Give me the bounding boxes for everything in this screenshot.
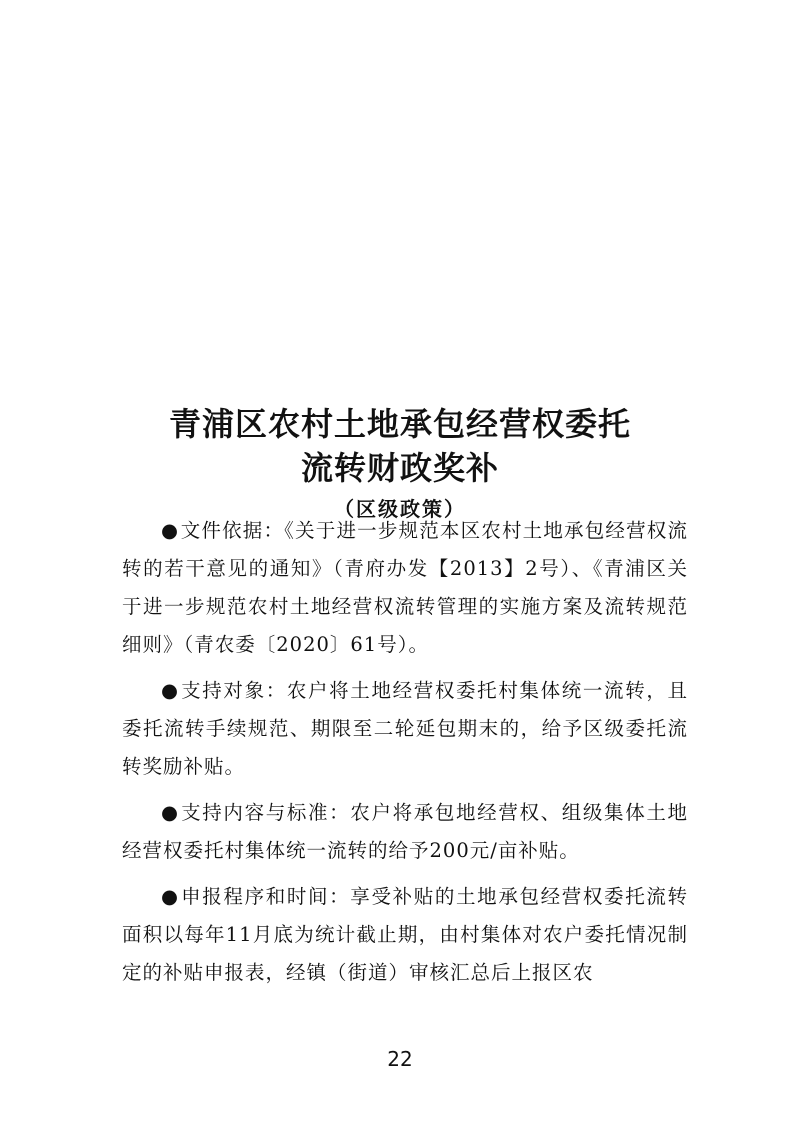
bullet-icon: ● <box>161 885 180 908</box>
title-block <box>0 402 800 524</box>
paragraph-text: 文件依据：《关于进一步规范本区农村土地承包经营权流转的若干意见的通知》（青府办发【2013】2号）、《青浦区关于进一步规范农村土地经营权流转管理的实施方案及流转规范细则》（青农委〔2020〕61号）。 <box>122 519 688 656</box>
paragraph-basis <box>122 512 688 664</box>
bullet-icon: ● <box>161 519 180 542</box>
paragraph-text: 支持内容与标准：农户将承包地经营权、组级集体土地经营权委托村集体统一流转的给予200元/亩补贴。 <box>122 801 688 862</box>
page-title-line-2: 流转财政奖补 <box>300 449 499 487</box>
paragraph-content <box>122 794 688 870</box>
paragraph-target <box>122 672 688 786</box>
bullet-icon: ● <box>161 679 180 702</box>
page-title-line-1: 青浦区农村土地承包经营权委托 <box>168 405 631 443</box>
policy-level-subtitle: （区级政策） <box>334 497 466 521</box>
page-number: 22 <box>387 1047 413 1071</box>
paragraph-procedure <box>122 878 688 992</box>
paragraph-text: 申报程序和时间：享受补贴的土地承包经营权委托流转面积以每年11月底为统计截止期，由村集体对农户委托情况制定的补贴申报表，经镇（街道）审核汇总后上报区农 <box>122 885 688 984</box>
bullet-icon: ● <box>161 801 180 824</box>
paragraph-text: 支持对象：农户将土地经营权委托村集体统一流转，且委托流转手续规范、期限至二轮延包期末的，给予区级委托流转奖励补贴。 <box>122 679 688 778</box>
body-text <box>122 512 688 1000</box>
